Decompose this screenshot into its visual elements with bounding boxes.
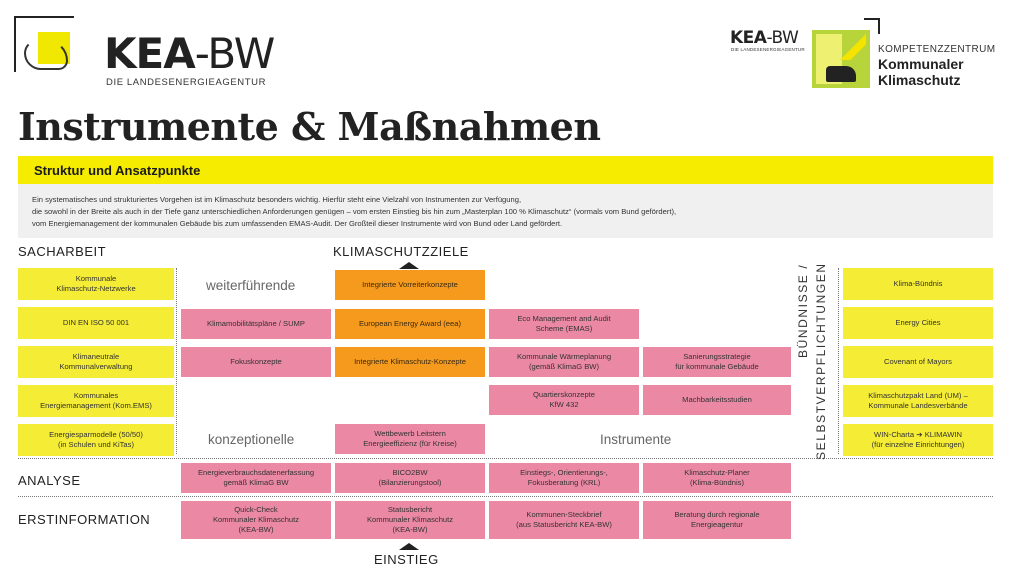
box-klimaschutz-netzwerke: Kommunale Klimaschutz-Netzwerke [18, 268, 174, 300]
box-vorreiterkonzepte: Integrierte Vorreiterkonzepte [335, 270, 485, 300]
box-energiesparmodelle: Energiesparmodelle (50/50) (in Schulen und KiTas) [18, 424, 174, 456]
intro-line: die sowohl in der Breite als auch in der Tiefe ganz unterschiedlichen Anforderungen genügen – vom ersten Einstieg bis hin zum „Masterplan 100 % Klimaschutz“ (vormals vom Bund gefördert), [32, 207, 677, 216]
box-energy-cities: Energy Cities [843, 307, 993, 339]
kk-frame-corner [864, 18, 880, 34]
box-sanierungsstrategie: Sanierungsstrategie für kommunale Gebäude [643, 347, 791, 377]
kea-small-tagline: DIE LANDESENERGIEAGENTUR [731, 47, 805, 52]
kea-bw-logo: KEA-BW [104, 29, 275, 78]
box-statusbericht: Statusbericht Kommunaler Klimaschutz (KEA-BW) [335, 501, 485, 539]
page-title: Instrumente & Maßnahmen [18, 104, 601, 149]
box-win-charta: WIN-Charta ➔ KLIMAWIN (für einzelne Einrichtungen) [843, 424, 993, 456]
box-covenant-of-mayors: Covenant of Mayors [843, 346, 993, 378]
intro-line: Ein systematisches und strukturiertes Vorgehen ist im Klimaschutz besonders wichtig. Hierfür steht eine Vielzahl von Instrumenten zur Verfügung, [32, 195, 522, 204]
kk-line3: Klimaschutz [878, 72, 961, 88]
band-title: Struktur und Ansatzpunkte [34, 163, 201, 178]
heading-klimaschutzziele: KLIMASCHUTZZIELE [333, 244, 469, 259]
box-waermeplanung: Kommunale Wärmeplanung (gemäß KlimaG BW) [489, 347, 639, 377]
arrow-up-icon [399, 543, 419, 550]
box-kommunen-steckbrief: Kommunen-Steckbrief (aus Statusbericht KEA-BW) [489, 501, 639, 539]
box-bico2bw: BICO2BW (Bilanzierungstool) [335, 463, 485, 493]
heading-einstieg: EINSTIEG [374, 552, 439, 567]
kk-line1: KOMPETENZZENTRUM [878, 44, 996, 55]
box-einstiegsberatung: Einstiegs-, Orientierungs-, Fokusberatung (KRL) [489, 463, 639, 493]
label-selbstverpflichtungen: SELBSTVERPFLICHTUNGEN [814, 262, 828, 460]
box-kom-ems: Kommunales Energiemanagement (Kom.EMS) [18, 385, 174, 417]
kk-line2: Kommunaler [878, 56, 964, 72]
kea-tagline: DIE LANDESENERGIEAGENTUR [106, 77, 267, 88]
kea-bw-small-logo: KEA-BW [730, 28, 799, 48]
zone-weiterfuehrende: weiterführende [206, 278, 296, 293]
divider-erstinformation [18, 496, 993, 497]
heading-analyse: ANALYSE [18, 473, 81, 488]
box-klimaschutz-planer: Klimaschutz-Planer (Klima-Bündnis) [643, 463, 791, 493]
box-din-en-iso: DIN EN ISO 50 001 [18, 307, 174, 339]
box-fokuskonzepte: Fokuskonzepte [181, 347, 331, 377]
label-buendnisse: BÜNDNISSE / [796, 263, 810, 358]
box-regionale-energieagentur: Beratung durch regionale Energieagentur [643, 501, 791, 539]
box-klima-buendnis: Klima-Bündnis [843, 268, 993, 300]
box-quartierskonzepte: Quartierskonzepte KfW 432 [489, 385, 639, 415]
box-integrierte-konzepte: Integrierte Klimaschutz-Konzepte [335, 347, 485, 377]
box-klimaschutzpakt: Klimaschutzpakt Land (UM) – Kommunale Landesverbände [843, 385, 993, 417]
box-sump: Klimamobilitätspläne / SUMP [181, 309, 331, 339]
heading-erstinformation: ERSTINFORMATION [18, 512, 151, 527]
hand-icon [24, 40, 68, 70]
heading-sacharbeit: SACHARBEIT [18, 244, 107, 259]
intro-text [32, 194, 676, 230]
lion-icon [826, 66, 856, 82]
divider-right [838, 268, 839, 454]
box-emas: Eco Management and Audit Scheme (EMAS) [489, 309, 639, 339]
box-quick-check: Quick-Check Kommunaler Klimaschutz (KEA-BW) [181, 501, 331, 539]
divider-left [176, 268, 177, 454]
divider-analyse [18, 458, 993, 459]
box-machbarkeitsstudien: Machbarkeitsstudien [643, 385, 791, 415]
intro-line: vom Energiemanagement der kommunalen Gebäude bis zum umfassenden EMAS-Audit. Der Großteil dieser Instrumente wird von Bund oder Land gefördert. [32, 219, 563, 228]
box-wettbewerb-leitstern: Wettbewerb Leitstern Energieeffizienz (für Kreise) [335, 424, 485, 454]
box-eea: European Energy Award (eea) [335, 309, 485, 339]
zone-konzeptionelle: konzeptionelle [208, 432, 295, 447]
box-energieverbrauchsdaten: Energieverbrauchsdatenerfassung gemäß KlimaG BW [181, 463, 331, 493]
zone-instrumente: Instrumente [600, 432, 672, 447]
arrow-up-icon [399, 262, 419, 269]
box-klimaneutrale-verwaltung: Klimaneutrale Kommunalverwaltung [18, 346, 174, 378]
